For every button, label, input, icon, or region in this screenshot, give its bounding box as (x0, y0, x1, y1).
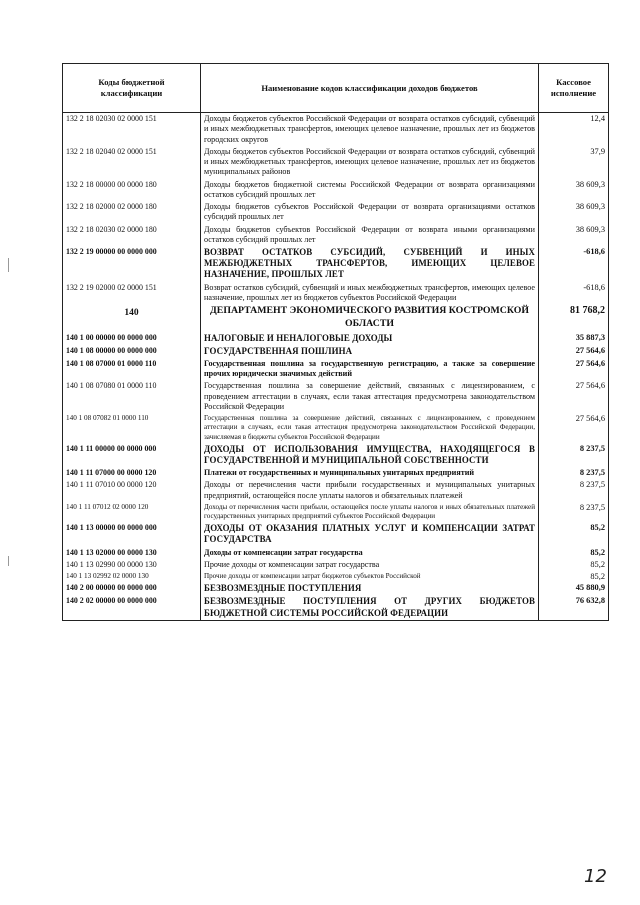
table-row (63, 595, 609, 620)
row-name: Возврат остатков субсидий, субвенций и иных межбюджетных трансфертов, имеющих целевое назначение, прошлых лет из бюджетов субъектов Российской Федерации (201, 282, 539, 305)
row-amount: 81 768,2 (539, 304, 609, 331)
header-name: Наименование кодов классификации доходов бюджетов (201, 64, 539, 113)
table-body (63, 113, 609, 621)
row-code: 132 2 18 02000 02 0000 180 (63, 201, 201, 224)
row-name: Доходы от компенсации затрат государства (201, 547, 539, 559)
row-code: 140 1 00 00000 00 0000 000 (63, 332, 201, 345)
row-amount: 85,2 (539, 522, 609, 546)
table-row (63, 559, 609, 571)
row-code: 140 1 08 07000 01 0000 110 (63, 358, 201, 381)
row-code: 140 1 13 02000 00 0000 130 (63, 547, 201, 559)
row-name: Прочие доходы от компенсации затрат государства (201, 559, 539, 571)
row-name: Государственная пошлина за государственную регистрацию, а также за совершение прочих юридически значимых действий (201, 358, 539, 381)
header-code: Коды бюджетной классификации (63, 64, 201, 113)
row-code: 132 2 18 00000 00 0000 180 (63, 179, 201, 202)
scan-edge-mark (8, 556, 9, 566)
table-row-department (63, 304, 609, 331)
budget-revenue-table (62, 63, 609, 621)
row-amount: -618,6 (539, 246, 609, 281)
row-amount: 8 237,5 (539, 479, 609, 502)
table-row (63, 246, 609, 281)
row-amount: 27 564,6 (539, 358, 609, 381)
row-name: НАЛОГОВЫЕ И НЕНАЛОГОВЫЕ ДОХОДЫ (201, 332, 539, 345)
table-row (63, 582, 609, 595)
row-name: Доходы бюджетов субъектов Российской Федерации от возврата организациями остатков субсидий прошлых лет (201, 201, 539, 224)
table-row (63, 113, 609, 146)
row-amount: 38 609,3 (539, 201, 609, 224)
row-amount: 8 237,5 (539, 502, 609, 522)
table-row (63, 443, 609, 467)
row-amount: 45 880,9 (539, 582, 609, 595)
row-code: 140 1 13 02990 00 0000 130 (63, 559, 201, 571)
row-name: Прочие доходы от компенсации затрат бюджетов субъектов Российской (201, 571, 539, 582)
row-code: 140 (63, 304, 201, 331)
row-code: 140 2 02 00000 00 0000 000 (63, 595, 201, 620)
row-name: БЕЗВОЗМЕЗДНЫЕ ПОСТУПЛЕНИЯ ОТ ДРУГИХ БЮДЖЕТОВ БЮДЖЕТНОЙ СИСТЕМЫ РОССИЙСКОЙ ФЕДЕРАЦИИ (201, 595, 539, 620)
row-code: 140 1 08 07080 01 0000 110 (63, 380, 201, 413)
row-amount: 12,4 (539, 113, 609, 146)
row-amount: 35 887,3 (539, 332, 609, 345)
row-amount: 85,2 (539, 571, 609, 582)
row-code: 140 1 08 07082 01 0000 110 (63, 413, 201, 443)
row-code: 140 1 11 07000 00 0000 120 (63, 467, 201, 479)
table-row (63, 282, 609, 305)
table-row (63, 332, 609, 345)
row-amount: -618,6 (539, 282, 609, 305)
table-row (63, 146, 609, 179)
row-name: Доходы бюджетов субъектов Российской Федерации от возврата остатков субсидий, субвенций и иных межбюджетных трансфертов, имеющих целевое назначение, прошлых лет из бюджетов городских округов (201, 113, 539, 146)
table-row (63, 224, 609, 247)
row-amount: 27 564,6 (539, 413, 609, 443)
table-row (63, 413, 609, 443)
row-code: 140 1 11 07012 02 0000 120 (63, 502, 201, 522)
scan-edge-mark (8, 258, 9, 272)
row-name: БЕЗВОЗМЕЗДНЫЕ ПОСТУПЛЕНИЯ (201, 582, 539, 595)
row-code: 132 2 19 02000 02 0000 151 (63, 282, 201, 305)
row-name: Доходы бюджетов бюджетной системы Российской Федерации от возврата организациями остатков субсидий прошлых лет (201, 179, 539, 202)
row-code: 140 1 13 02992 02 0000 130 (63, 571, 201, 582)
table-header (63, 64, 609, 113)
row-name: Государственная пошлина за совершение действий, связанных с лицензированием, с проведением аттестации в случаях, если такая аттестация предусмотрена законодательством Российской Федерации, зачисляемая в бюджеты субъектов Российской Федерации (201, 413, 539, 443)
table-row (63, 502, 609, 522)
table-row (63, 179, 609, 202)
table-row (63, 522, 609, 546)
row-name: ДЕПАРТАМЕНТ ЭКОНОМИЧЕСКОГО РАЗВИТИЯ КОСТРОМСКОЙ ОБЛАСТИ (201, 304, 539, 331)
row-amount: 76 632,8 (539, 595, 609, 620)
page-number: 12 (584, 866, 607, 887)
row-amount: 8 237,5 (539, 443, 609, 467)
table-row (63, 358, 609, 381)
row-name: ВОЗВРАТ ОСТАТКОВ СУБСИДИЙ, СУБВЕНЦИЙ И ИНЫХ МЕЖБЮДЖЕТНЫХ ТРАНСФЕРТОВ, ИМЕЮЩИХ ЦЕЛЕВОЕ НАЗНАЧЕНИЕ, ПРОШЛЫХ ЛЕТ (201, 246, 539, 281)
table-row (63, 479, 609, 502)
row-code: 140 2 00 00000 00 0000 000 (63, 582, 201, 595)
row-code: 132 2 19 00000 00 0000 000 (63, 246, 201, 281)
table-row (63, 547, 609, 559)
row-amount: 27 564,6 (539, 345, 609, 358)
header-amount: Кассовое исполнение (539, 64, 609, 113)
row-code: 140 1 11 00000 00 0000 000 (63, 443, 201, 467)
table-row (63, 571, 609, 582)
row-name: Доходы от перечисления части прибыли государственных и муниципальных унитарных предприятий, остающейся после уплаты налогов и обязательных платежей (201, 479, 539, 502)
row-name: Доходы бюджетов субъектов Российской Федерации от возврата иными организациями остатков субсидий прошлых лет (201, 224, 539, 247)
table-row (63, 345, 609, 358)
row-code: 132 2 18 02030 02 0000 180 (63, 224, 201, 247)
row-name: Платежи от государственных и муниципальных унитарных предприятий (201, 467, 539, 479)
table-row (63, 201, 609, 224)
row-code: 140 1 08 00000 00 0000 000 (63, 345, 201, 358)
row-name: ДОХОДЫ ОТ ИСПОЛЬЗОВАНИЯ ИМУЩЕСТВА, НАХОДЯЩЕГОСЯ В ГОСУДАРСТВЕННОЙ И МУНИЦИПАЛЬНОЙ СОБСТВЕННОСТИ (201, 443, 539, 467)
row-amount: 8 237,5 (539, 467, 609, 479)
row-name: ДОХОДЫ ОТ ОКАЗАНИЯ ПЛАТНЫХ УСЛУГ И КОМПЕНСАЦИИ ЗАТРАТ ГОСУДАРСТВА (201, 522, 539, 546)
table-row (63, 380, 609, 413)
row-name: Доходы бюджетов субъектов Российской Федерации от возврата остатков субсидий, субвенций и иных межбюджетных трансфертов, имеющих целевое назначение, прошлых лет из бюджетов муниципальных районов (201, 146, 539, 179)
row-amount: 85,2 (539, 559, 609, 571)
row-code: 140 1 11 07010 00 0000 120 (63, 479, 201, 502)
row-amount: 85,2 (539, 547, 609, 559)
row-amount: 37,9 (539, 146, 609, 179)
row-amount: 38 609,3 (539, 179, 609, 202)
table-row (63, 467, 609, 479)
row-amount: 38 609,3 (539, 224, 609, 247)
row-amount: 27 564,6 (539, 380, 609, 413)
row-code: 140 1 13 00000 00 0000 000 (63, 522, 201, 546)
row-name: Государственная пошлина за совершение действий, связанных с лицензированием, с проведением аттестации в случаях, если такая аттестация предусмотрена законодательством Российской Федерации (201, 380, 539, 413)
row-code: 132 2 18 02040 02 0000 151 (63, 146, 201, 179)
row-name: Доходы от перечисления части прибыли, остающейся после уплаты налогов и иных обязательных платежей государственных унитарных предприятий субъектов Российской Федерации (201, 502, 539, 522)
row-code: 132 2 18 02030 02 0000 151 (63, 113, 201, 146)
row-name: ГОСУДАРСТВЕННАЯ ПОШЛИНА (201, 345, 539, 358)
